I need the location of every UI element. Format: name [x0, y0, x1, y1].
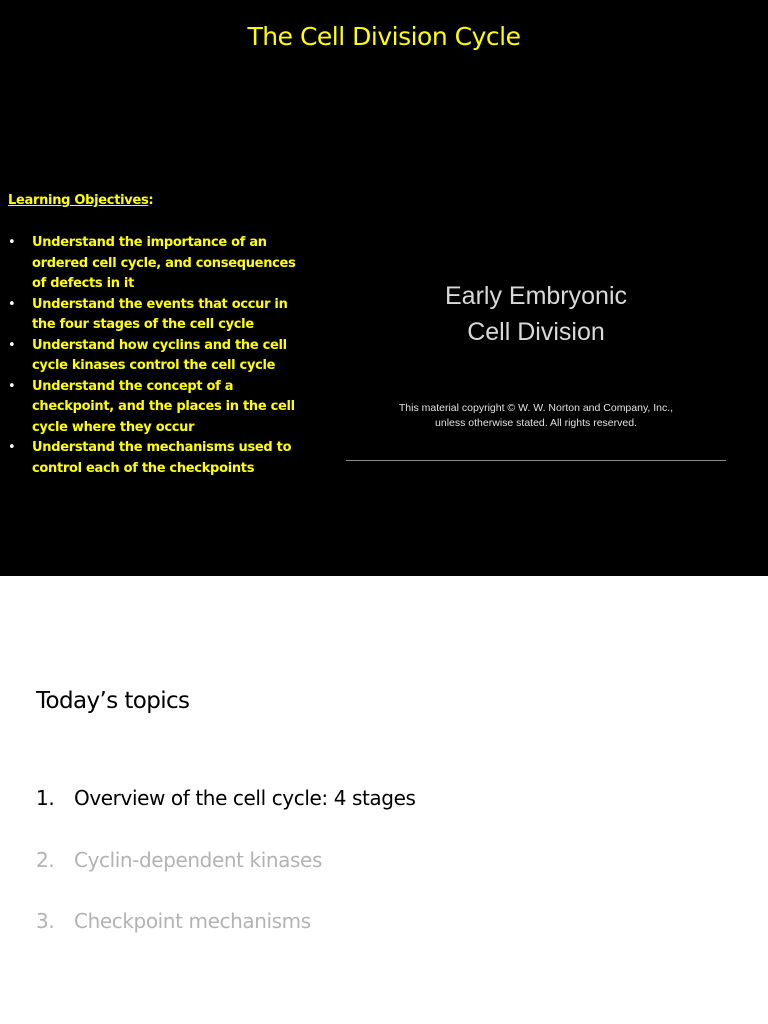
objective-text: Understand the mechanisms used to control each of the checkpoints: [32, 440, 292, 476]
objective-item: [8, 377, 308, 439]
objective-text: Understand how cyclins and the cell cycle kinases control the cell cycle: [32, 337, 287, 373]
objective-text: Understand the concept of a checkpoint, and the places in the cell cycle where they occur: [32, 378, 295, 435]
topic-label: Cyclin-dependent kinases: [74, 848, 322, 872]
video-title[interactable]: [346, 278, 726, 350]
objective-item: [8, 233, 308, 295]
bullet-icon: •: [8, 440, 16, 455]
slide-title: The Cell Division Cycle: [247, 22, 521, 51]
topic-number: 3.: [36, 909, 55, 933]
learning-objectives-label: Learning Objectives: [8, 193, 149, 208]
objective-text: Understand the events that occur in the four stages of the cell cycle: [32, 296, 288, 332]
copyright-line2: unless otherwise stated. All rights reserved.: [435, 417, 637, 429]
divider-line: [346, 460, 726, 461]
copyright-line1: This material copyright © W. W. Norton and Company, Inc.,: [398, 402, 674, 414]
topics-title: Today’s topics: [36, 688, 190, 714]
objective-item: [8, 438, 308, 479]
objective-text: Understand the importance of an ordered cell cycle, and consequences of defects in it: [32, 235, 296, 291]
bullet-icon: •: [8, 296, 16, 312]
video-title-line2: Cell Division: [467, 318, 605, 346]
objective-item: [8, 336, 308, 377]
bullet-icon: •: [8, 337, 16, 353]
topic-label: Checkpoint mechanisms: [74, 909, 311, 933]
video-title-line1: Early Embryonic: [445, 282, 627, 310]
topic-item-overview: [36, 786, 416, 810]
topic-number: 2.: [36, 848, 55, 872]
topic-label: Overview of the cell cycle: 4 stages: [74, 786, 416, 810]
objective-item: [8, 295, 308, 336]
bullet-icon: •: [8, 378, 16, 394]
learning-objectives-list: [8, 233, 308, 479]
topic-item-cdk: [36, 848, 322, 872]
learning-objectives-colon: :: [148, 193, 154, 208]
topic-item-checkpoints: [36, 909, 311, 933]
topic-number: 1.: [36, 786, 55, 810]
bullet-icon: •: [8, 235, 16, 250]
copyright-notice: [346, 401, 726, 431]
learning-objectives-heading: [8, 193, 153, 208]
